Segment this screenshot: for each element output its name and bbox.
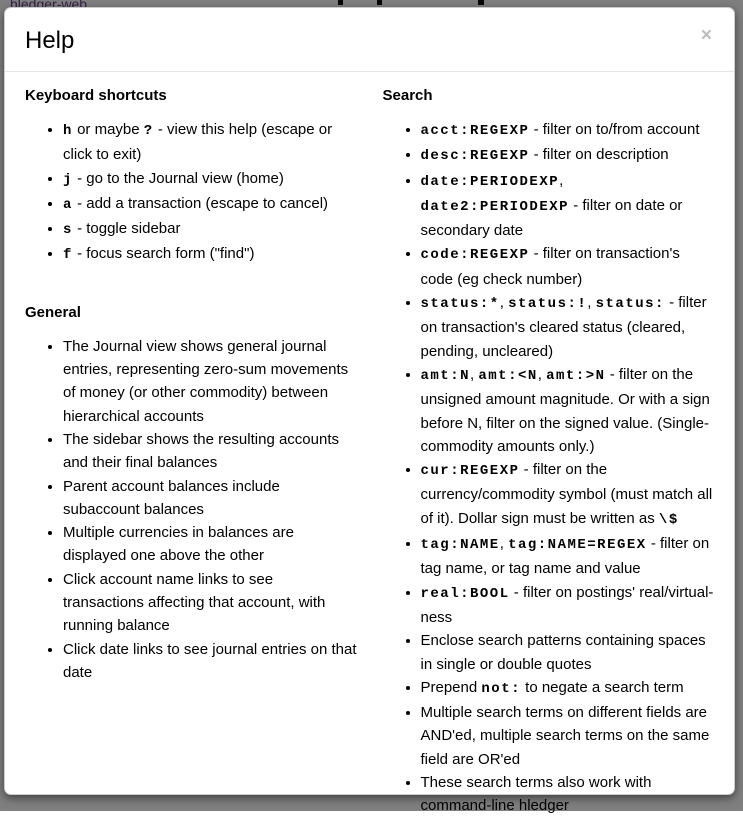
code-term: not: bbox=[481, 680, 521, 697]
help-text: , bbox=[499, 535, 509, 553]
help-text: - filter on description bbox=[529, 146, 669, 164]
help-item bbox=[421, 291, 715, 363]
help-list bbox=[25, 335, 357, 684]
code-term: f bbox=[63, 247, 73, 264]
help-text: - filter on date or secondary date bbox=[420, 196, 683, 240]
help-text: , bbox=[559, 171, 564, 189]
help-item bbox=[63, 242, 357, 267]
code-term: date2:PERIODEXP bbox=[420, 198, 570, 215]
help-text: These search terms also work with command-line hledger bbox=[420, 774, 652, 815]
help-text: or maybe bbox=[72, 121, 144, 138]
help-text: - filter on the unsigned amount magnitude. Or with a sign before N, filter on the signed value. (Single-commodity amounts only.) bbox=[420, 365, 710, 455]
help-text: The sidebar shows the resulting accounts and their final balances bbox=[63, 430, 339, 472]
help-item bbox=[421, 581, 715, 630]
help-text: Parent account balances include subaccount balances bbox=[63, 477, 280, 518]
help-item bbox=[63, 638, 357, 685]
section-heading: Search bbox=[382, 87, 433, 104]
help-text: - add a transaction (escape to cancel) bbox=[72, 194, 329, 212]
help-item bbox=[421, 629, 715, 676]
code-term: date:PERIODEXP bbox=[420, 173, 560, 190]
modal-header bbox=[5, 8, 734, 72]
help-text: Prepend bbox=[420, 678, 482, 696]
help-text: - filter on transaction's cleared status (cleared, pending, uncleared) bbox=[420, 294, 707, 360]
help-item bbox=[421, 169, 715, 243]
help-text: - go to the Journal view (home) bbox=[72, 169, 284, 187]
code-term: acct:REGEXP bbox=[420, 123, 530, 139]
close-icon[interactable]: × bbox=[700, 25, 712, 46]
help-item bbox=[421, 701, 715, 771]
help-list bbox=[383, 118, 715, 818]
help-item bbox=[63, 475, 357, 522]
code-term: tag:NAME bbox=[420, 537, 500, 554]
help-column-right bbox=[383, 87, 715, 818]
help-text: , bbox=[470, 365, 479, 383]
help-text: - filter on the currency/commodity symbol (must match all of it). Dollar sign must be written as bbox=[420, 461, 713, 527]
help-item bbox=[421, 363, 715, 458]
code-term: \$ bbox=[658, 511, 679, 528]
help-text: Multiple currencies in balances are displayed one above the other bbox=[63, 524, 294, 565]
help-text: , bbox=[587, 294, 596, 312]
help-item bbox=[421, 532, 715, 581]
help-item bbox=[63, 335, 357, 428]
help-modal bbox=[4, 7, 735, 815]
code-term: cur:REGEXP bbox=[420, 463, 520, 480]
code-term: status:* bbox=[420, 296, 500, 313]
code-term: tag:NAME=REGEX bbox=[508, 537, 647, 554]
help-item bbox=[421, 242, 715, 291]
help-text: Enclose search patterns containing spaces in single or double quotes bbox=[420, 632, 706, 673]
help-item bbox=[63, 521, 357, 568]
code-term: desc:REGEXP bbox=[420, 148, 530, 165]
help-item bbox=[421, 118, 715, 143]
help-item bbox=[421, 676, 715, 701]
help-text: Click date links to see journal entries on that date bbox=[63, 640, 357, 681]
modal-title: Help bbox=[25, 27, 75, 54]
section-heading: Keyboard shortcuts bbox=[25, 87, 167, 104]
code-term: s bbox=[63, 222, 73, 239]
help-item bbox=[63, 192, 357, 217]
help-item bbox=[421, 143, 715, 168]
code-term: status: bbox=[595, 296, 665, 313]
help-text: - filter on to/from account bbox=[529, 121, 700, 138]
section-heading: General bbox=[25, 303, 81, 321]
code-term: amt:>N bbox=[546, 367, 606, 384]
help-text: , bbox=[537, 365, 547, 383]
code-term: h bbox=[63, 123, 73, 139]
help-text: - filter on postings' real/virtual-ness bbox=[420, 583, 714, 626]
code-term: amt:N bbox=[420, 367, 471, 384]
help-text: Multiple search terms on different fields are AND'ed, multiple search terms on the same field are OR'ed bbox=[420, 704, 710, 768]
help-item bbox=[63, 118, 357, 167]
help-item bbox=[421, 458, 715, 532]
help-list bbox=[25, 118, 357, 268]
code-term: ? bbox=[143, 123, 154, 139]
help-item bbox=[63, 217, 357, 242]
code-term: code:REGEXP bbox=[420, 247, 530, 264]
help-item bbox=[63, 568, 357, 638]
help-column-left bbox=[25, 87, 357, 818]
help-text: , bbox=[499, 294, 509, 312]
code-term: amt:<N bbox=[478, 367, 538, 384]
modal-body bbox=[5, 72, 734, 818]
code-term: status:! bbox=[508, 296, 588, 313]
help-text: to negate a search term bbox=[521, 678, 684, 696]
code-term: j bbox=[63, 171, 73, 188]
help-text: - focus search form ("find") bbox=[72, 245, 255, 263]
help-text: - toggle sidebar bbox=[72, 220, 181, 238]
code-term: real:BOOL bbox=[420, 585, 510, 602]
help-text: Click account name links to see transactions affecting that account, with running balance bbox=[63, 570, 326, 635]
help-item bbox=[63, 428, 357, 475]
help-text: The Journal view shows general journal entries, representing zero-sum movements of money (or other commodity) between hierarchical accounts bbox=[63, 337, 349, 425]
help-text: - filter on tag name, or tag name and value bbox=[420, 535, 710, 578]
help-text: - view this help (escape or click to exit) bbox=[63, 121, 333, 164]
help-item bbox=[63, 167, 357, 192]
code-term: a bbox=[63, 196, 73, 213]
help-text: - filter on transaction's code (eg check number) bbox=[420, 245, 680, 288]
